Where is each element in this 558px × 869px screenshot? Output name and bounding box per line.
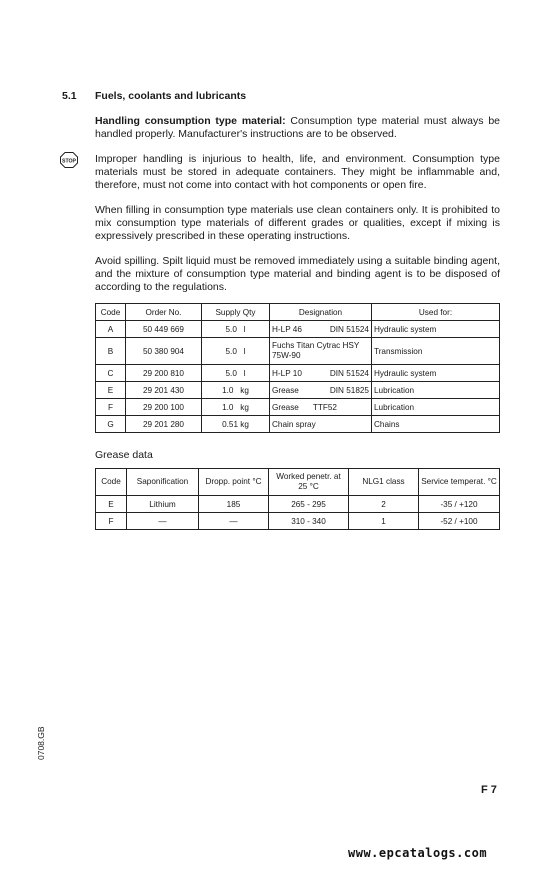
grease-data-title: Grease data [95,449,153,461]
cell-nlg1-class: 2 [349,496,419,513]
table-row [96,513,500,530]
cell-service-temperature: -52 / +100 [419,513,500,530]
paragraph-handling-text: Consumption type material must always be handled properly. Manufacturer's instructions are to be observed. [95,115,500,141]
cell-code: F [96,399,126,416]
col-header-used: Used for: [372,304,500,321]
cell-dropping-point: 185 [199,496,269,513]
document-code: 0708.GB [36,726,46,760]
page-number: F 7 [481,784,497,796]
grease-data-table [95,468,500,530]
cell-code: C [96,365,126,382]
cell-code: B [96,338,126,365]
designation-name: H-LP 46 [272,324,302,334]
stop-sign-label: STOP [61,158,77,165]
cell-code: A [96,321,126,338]
col-header-service-temperature: Service temperat. °C [419,469,500,496]
table-row [96,399,500,416]
cell-designation [270,365,372,382]
paragraph-warning: Improper handling is injurious to health, life, and environment. Consumption type materials must be stored in adequate containers. They might be inflammable and, therefore, must not come into contact with hot components or open fire. [95,153,500,192]
table-row [96,416,500,433]
designation-name: Fuchs Titan Cytrac HSY 75W-90 [272,341,360,360]
cell-nlg1-class: 1 [349,513,419,530]
designation-spec: DIN 51524 [329,324,369,334]
designation-name: Grease [272,385,299,395]
col-header-designation: Designation [270,304,372,321]
cell-qty: 5.0 l [202,365,270,382]
cell-designation [270,399,372,416]
cell-order: 29 201 280 [126,416,202,433]
cell-used: Hydraulic system [372,365,500,382]
col-header-dropping-point: Dropp. point °C [199,469,269,496]
designation-spec: DIN 51825 [329,385,369,395]
table-row [96,338,500,365]
cell-used: Hydraulic system [372,321,500,338]
cell-code: E [96,496,127,513]
designation-name: Grease [272,402,299,412]
designation-spec: DIN 51524 [329,368,369,378]
col-header-code: Code [96,469,127,496]
cell-qty: 1.0 kg [202,382,270,399]
cell-order: 29 200 100 [126,399,202,416]
cell-used: Lubrication [372,382,500,399]
table-header-row [96,304,500,321]
cell-used: Transmission [372,338,500,365]
col-header-nlg1-class: NLG1 class [349,469,419,496]
cell-worked-penetration: 310 - 340 [269,513,349,530]
designation-name: Chain spray [272,419,316,429]
col-header-worked-penetration: Worked penetr. at 25 °C [269,469,349,496]
cell-service-temperature: -35 / +120 [419,496,500,513]
paragraph-spilling: Avoid spilling. Spilt liquid must be removed immediately using a suitable binding agent, and the mixture of consumption type material and binding agent is to be disposed of according to the regulations. [95,255,500,294]
cell-order: 29 200 810 [126,365,202,382]
cell-code: F [96,513,127,530]
cell-qty: 0.51 kg [202,416,270,433]
table-header-row [96,469,500,496]
cell-dropping-point: — [199,513,269,530]
col-header-saponification: Saponification [127,469,199,496]
cell-designation [270,416,372,433]
cell-used: Lubrication [372,399,500,416]
stop-sign-icon [60,152,78,168]
cell-order: 50 380 904 [126,338,202,365]
cell-code: G [96,416,126,433]
paragraph-handling [95,115,500,141]
cell-saponification: — [127,513,199,530]
cell-code: E [96,382,126,399]
cell-order: 29 201 430 [126,382,202,399]
watermark-text: www.epcatalogs.com [348,846,488,860]
cell-order: 50 449 669 [126,321,202,338]
table-row [96,321,500,338]
table-row [96,365,500,382]
section-number: 5.1 [62,90,77,102]
cell-designation [270,321,372,338]
cell-designation [270,382,372,399]
cell-used: Chains [372,416,500,433]
paragraph-filling: When filling in consumption type materials use clean containers only. It is prohibited to mix consumption type materials of different grades or qualities, except if mixing is expressively prescribed in these operating instructions. [95,204,500,243]
cell-qty: 5.0 l [202,321,270,338]
paragraph-handling-lead: Handling consumption type material: [95,115,286,127]
col-header-code: Code [96,304,126,321]
cell-designation [270,338,372,365]
designation-spec: TTF52 [312,402,337,412]
col-header-order: Order No. [126,304,202,321]
section-title: Fuels, coolants and lubricants [95,90,247,102]
designation-name: H-LP 10 [272,368,302,378]
cell-qty: 1.0 kg [202,399,270,416]
cell-qty: 5.0 l [202,338,270,365]
table-row [96,496,500,513]
col-header-qty: Supply Qty [202,304,270,321]
consumption-materials-table [95,303,500,433]
table-row [96,382,500,399]
cell-saponification: Lithium [127,496,199,513]
cell-worked-penetration: 265 - 295 [269,496,349,513]
